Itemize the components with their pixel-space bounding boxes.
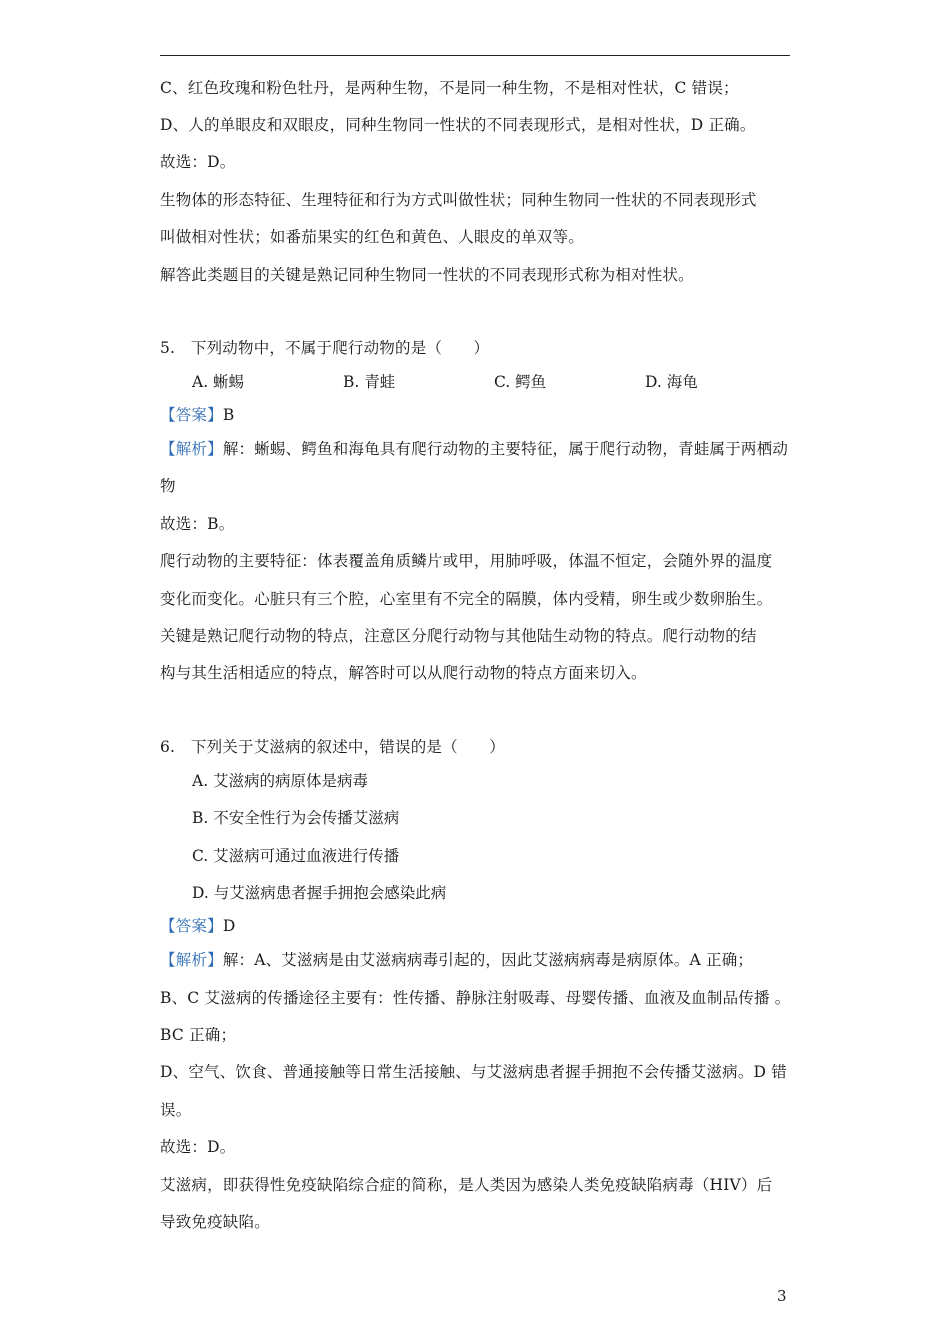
q6-option-d: D. 与艾滋病患者握手拥抱会感染此病 — [192, 884, 447, 902]
q6-answer — [160, 916, 235, 936]
q4-option-c-explanation: C、红色玫瑰和粉色牡丹，是两种生物，不是同一种生物，不是相对性状，C 错误； — [160, 79, 739, 97]
answer-tag: 【答案】 — [160, 406, 223, 424]
answer-value: D — [222, 917, 236, 935]
q4-note-line-2: 叫做相对性状；如番茄果实的红色和黄色、人眼皮的单双等。 — [160, 228, 584, 246]
q4-choice: 故选：D。 — [160, 153, 236, 171]
q5-option-c: C. 鳄鱼 — [494, 373, 547, 391]
q6-analysis-line-2: B、C 艾滋病的传播途径主要有：性传播、静脉注射吸毒、母婴传播、血液及血制品传播 。 — [160, 989, 791, 1007]
q4-note-line-1: 生物体的形态特征、生理特征和行为方式叫做性状；同种生物同一性状的不同表现形式 — [160, 191, 757, 209]
q5-option-d: D. 海龟 — [645, 373, 698, 391]
q5-note-line-4: 构与其生活相适应的特点，解答时可以从爬行动物的特点方面来切入。 — [160, 664, 647, 682]
analysis-tag: 【解析】 — [160, 951, 223, 969]
q6-option-b: B. 不安全性行为会传播艾滋病 — [192, 809, 400, 827]
q6-analysis-line-5: 误。 — [160, 1101, 192, 1119]
q5-choice: 故选：B。 — [160, 515, 235, 533]
q5-stem: 5. 下列动物中，不属于爬行动物的是（ ） — [160, 339, 490, 357]
q6-option-c: C. 艾滋病可通过血液进行传播 — [192, 847, 400, 865]
header-rule — [160, 55, 790, 56]
page-number: 3 — [777, 1287, 787, 1305]
analysis-text: 解：A、艾滋病是由艾滋病病毒引起的，因此艾滋病病毒是病原体。A 正确； — [222, 951, 754, 969]
q6-analysis-line-4: D、空气、饮食、普通接触等日常生活接触、与艾滋病患者握手拥抱不会传播艾滋病。D 错 — [160, 1063, 787, 1081]
analysis-text: 解：蜥蜴、鳄鱼和海龟具有爬行动物的主要特征，属于爬行动物，青蛙属于两栖动 — [222, 440, 789, 458]
q5-note-line-2: 变化而变化。心脏只有三个腔，心室里有不完全的隔膜，体内受精，卵生或少数卵胎生。 — [160, 590, 773, 608]
q4-key-point: 解答此类题目的关键是熟记同种生物同一性状的不同表现形式称为相对性状。 — [160, 266, 694, 284]
q6-option-a: A. 艾滋病的病原体是病毒 — [192, 772, 369, 790]
q5-answer — [160, 405, 234, 425]
answer-tag: 【答案】 — [160, 917, 223, 935]
q6-note-line-1: 艾滋病，即获得性免疫缺陷综合症的简称，是人类因为感染人类免疫缺陷病毒（HIV）后 — [160, 1176, 773, 1194]
q5-option-a: A. 蜥蜴 — [192, 373, 245, 391]
q5-analysis-line-1 — [160, 439, 788, 459]
q6-note-line-2: 导致免疫缺陷。 — [160, 1213, 270, 1231]
q5-analysis-line-2: 物 — [160, 477, 176, 495]
q5-note-line-3: 关键是熟记爬行动物的特点，注意区分爬行动物与其他陆生动物的特点。爬行动物的结 — [160, 627, 757, 645]
q6-stem: 6. 下列关于艾滋病的叙述中，错误的是（ ） — [160, 738, 505, 756]
q6-analysis-line-1 — [160, 950, 753, 970]
answer-value: B — [222, 406, 235, 424]
q5-option-b: B. 青蛙 — [343, 373, 396, 391]
analysis-tag: 【解析】 — [160, 440, 223, 458]
q6-choice: 故选：D。 — [160, 1138, 236, 1156]
q6-analysis-line-3: BC 正确； — [160, 1026, 237, 1044]
q4-option-d-explanation: D、人的单眼皮和双眼皮，同种生物同一性状的不同表现形式，是相对性状，D 正确。 — [160, 116, 756, 134]
q5-note-line-1: 爬行动物的主要特征：体表覆盖角质鳞片或甲，用肺呼吸，体温不恒定，会随外界的温度 — [160, 552, 773, 570]
